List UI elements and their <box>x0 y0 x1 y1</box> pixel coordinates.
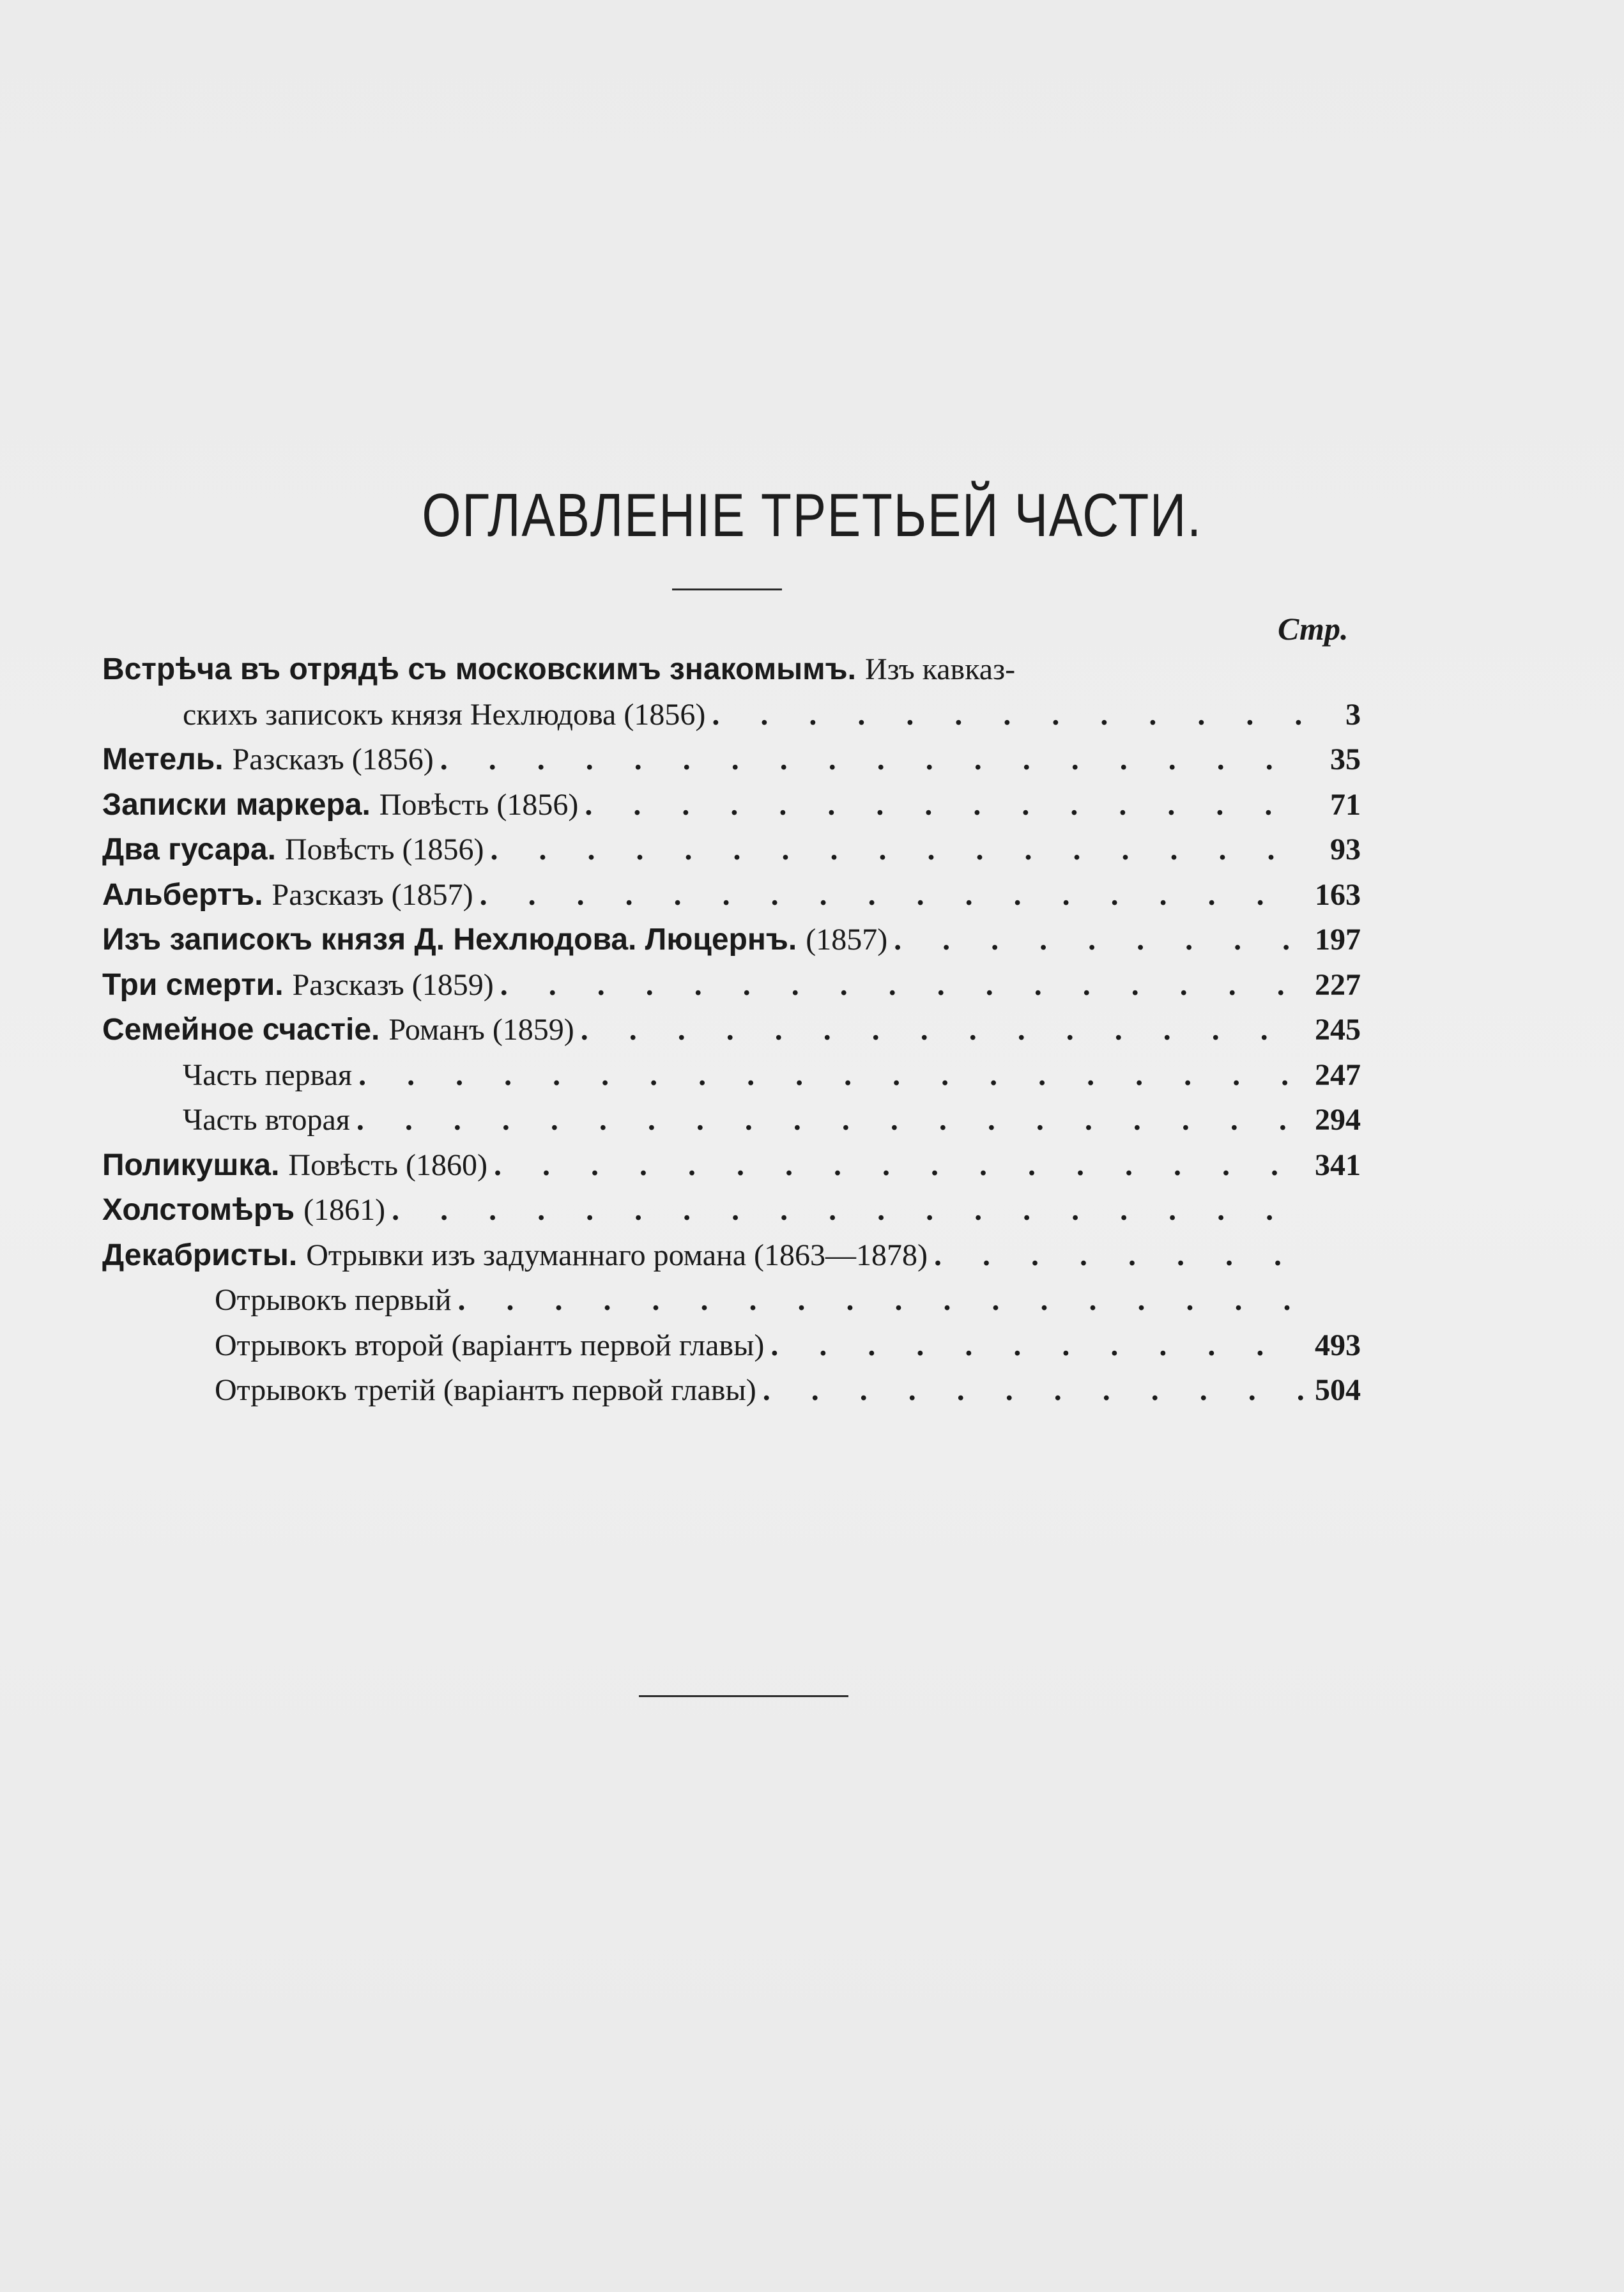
entry-subtitle: Романъ (1859) <box>388 1013 574 1047</box>
table-of-contents <box>102 652 1361 1418</box>
dot-leader <box>356 1102 1303 1137</box>
dot-leader <box>490 832 1303 867</box>
entry-title: Метель. <box>102 742 224 776</box>
toc-entry <box>102 922 1361 967</box>
page-number: 93 <box>1330 833 1361 866</box>
dot-leader <box>894 922 1303 957</box>
dot-leader <box>500 967 1303 1003</box>
entry-subtitle: (1857) <box>806 923 888 957</box>
toc-subentry <box>102 1282 1361 1328</box>
dot-leader <box>712 697 1303 732</box>
toc-subentry <box>102 1102 1361 1148</box>
entry-title: Три смерти. <box>102 967 284 1002</box>
dot-leader <box>770 1328 1303 1363</box>
entry-subtitle: Часть вторая <box>183 1103 350 1137</box>
page-number: 247 <box>1315 1058 1361 1092</box>
page-number: 163 <box>1315 877 1361 912</box>
entry-subtitle: Изъ кавказ- <box>865 652 1016 686</box>
entry-subtitle: Часть первая <box>183 1058 353 1092</box>
entry-title: Семейное счастіе. <box>102 1013 380 1047</box>
entry-title: Записки маркера. <box>102 787 371 822</box>
toc-entry <box>102 877 1361 923</box>
toc-entry <box>102 1192 1361 1238</box>
page-number: 294 <box>1315 1103 1361 1137</box>
page-number: 3 <box>1345 697 1361 732</box>
dot-leader <box>585 787 1303 822</box>
entry-subtitle: скихъ записокъ князя Нехлюдова (1856) <box>183 697 706 732</box>
toc-entry <box>102 1148 1361 1193</box>
entry-subtitle: Отрывокъ третій (варіантъ первой главы) <box>215 1373 756 1407</box>
toc-entry <box>102 1238 1361 1283</box>
dot-leader <box>358 1058 1303 1093</box>
toc-subentry <box>102 1058 1361 1103</box>
entry-title: Альбертъ. <box>102 877 263 912</box>
page-number: 245 <box>1315 1013 1361 1047</box>
dot-leader <box>392 1192 1303 1227</box>
toc-entry <box>102 697 1361 742</box>
entry-subtitle: Повѣсть (1860) <box>288 1148 487 1182</box>
toc-entry <box>102 832 1361 877</box>
end-divider <box>639 1695 848 1697</box>
entry-subtitle: Отрывокъ первый <box>215 1283 452 1317</box>
entry-subtitle: Разсказъ (1856) <box>232 742 434 776</box>
page-number: 504 <box>1315 1373 1361 1407</box>
entry-title: Поликушка. <box>102 1148 280 1182</box>
toc-subentry <box>102 1328 1361 1373</box>
entry-subtitle: Повѣсть (1856) <box>379 787 579 822</box>
toc-entry <box>102 652 1361 697</box>
entry-subtitle: Отрывокъ второй (варіантъ первой главы) <box>215 1328 765 1362</box>
page-column-label: Стр. <box>1278 611 1349 647</box>
entry-subtitle: (1861) <box>303 1193 386 1227</box>
toc-entry <box>102 787 1361 833</box>
dot-leader <box>458 1282 1303 1318</box>
page-number: 197 <box>1315 923 1361 957</box>
entry-title: Декабристы. <box>102 1238 298 1272</box>
dot-leader <box>763 1373 1303 1408</box>
dot-leader <box>494 1148 1303 1183</box>
toc-subentry <box>102 1373 1361 1418</box>
entry-title: Встрѣча въ отрядѣ съ московскимъ знакомымъ. <box>102 652 857 686</box>
dot-leader <box>581 1012 1303 1047</box>
toc-entry <box>102 1012 1361 1058</box>
entry-title: Изъ записокъ князя Д. Нехлюдова. Люцернъ. <box>102 923 797 957</box>
dot-leader <box>440 742 1303 777</box>
entry-title: Холстомѣръ <box>102 1193 295 1227</box>
entry-title: Два гусара. <box>102 833 276 866</box>
page-number: 35 <box>1330 742 1361 776</box>
page-title: ОГЛАВЛЕНІЕ ТРЕТЬЕЙ ЧАСТИ. <box>422 481 1202 550</box>
entry-subtitle: Разсказъ (1857) <box>272 877 473 912</box>
entry-subtitle: Разсказъ (1859) <box>292 967 494 1002</box>
entry-subtitle: Отрывки изъ задуманнаго романа (1863—1878) <box>306 1238 928 1272</box>
title-divider <box>672 588 782 590</box>
page-number: 493 <box>1315 1328 1361 1362</box>
page-number: 341 <box>1315 1148 1361 1182</box>
entry-subtitle: Повѣсть (1856) <box>284 833 484 866</box>
toc-entry <box>102 967 1361 1013</box>
dot-leader <box>480 877 1303 912</box>
page-number: 227 <box>1315 967 1361 1002</box>
page-number: 71 <box>1330 787 1361 822</box>
toc-entry <box>102 742 1361 787</box>
dot-leader <box>934 1238 1303 1273</box>
